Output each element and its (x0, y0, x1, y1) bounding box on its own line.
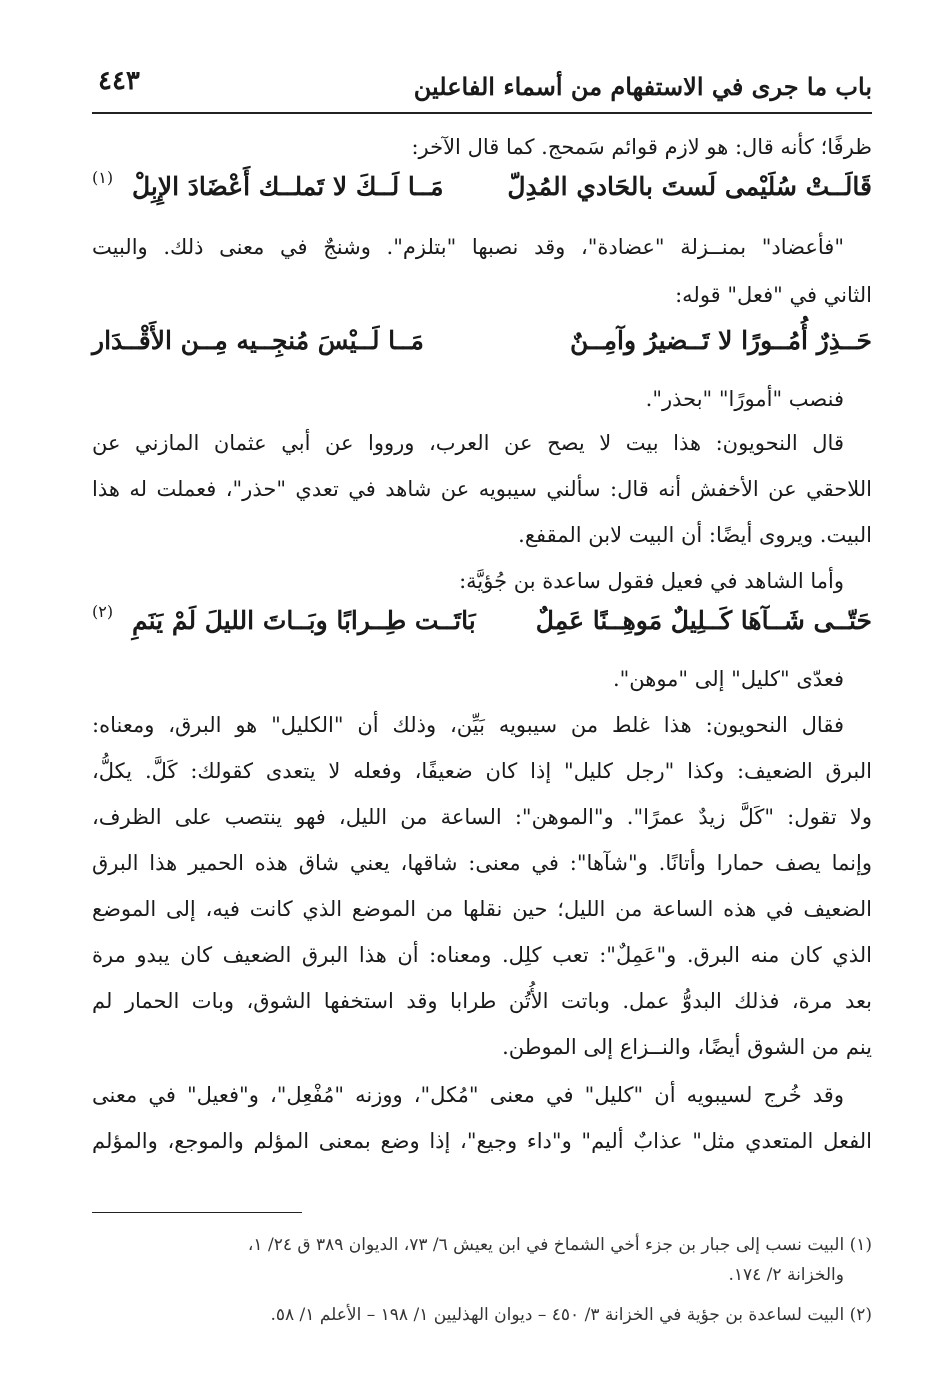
text-line: وأما الشاهد في فعيل فقول ساعدة بن جُؤيَّة: (459, 569, 844, 593)
footnote-ref-1: (١) (92, 168, 114, 187)
verse-2 (92, 326, 872, 366)
text-line: ولا تقول: "كَلَّ زيدٌ عمرًا". و"الموهن": الساعة من الليل، فهو ينتصب على الظرف، (92, 805, 872, 829)
text-line: ينم من الشوق أيضًا، والنــزاع إلى الموطن. (502, 1035, 872, 1059)
verse-1 (92, 168, 872, 212)
text-line: اللاحقي عن الأخفش أنه قال: سألني سيبويه عن شاهد في تعدي "حذر"، فعملت له هذا (92, 477, 872, 501)
text-line: "فأعضاد" بمنــزلة "عضادة"، وقد نصبها "بتلزم". وشنجٌ في معنى ذلك. والبيت (92, 235, 844, 259)
footnote-1-continuation: والخزانة ٢/ ١٧٤. (728, 1265, 844, 1285)
book-page (92, 0, 872, 1389)
verse-2-hemistich-1: حَــذِرٌ أُمُــورًا لا تَــضيرُ وآمِــنٌ (569, 326, 872, 355)
footnote-2: (٢) البيت لساعدة بن جؤية في الخزانة ٣/ ٤٥٠ – ديوان الهذليين ١/ ١٩٨ – الأعلم ١/ ٥٨. (270, 1305, 872, 1325)
footnote-divider (92, 1212, 302, 1213)
text-line: البيت. ويروى أيضًا: أن البيت لابن المقفع. (518, 523, 872, 547)
running-title: باب ما جرى في الاستفهام من أسماء الفاعلين (413, 72, 872, 101)
text-line: بعد مرة، فذلك البدوُّ عمل. وباتت الأُتُن طرابا وقد استخفها الشوق، وبات الحمار لم (92, 989, 872, 1013)
text-line: ظرفًا؛ كأنه قال: هو لازم قوائم سَمحج. كما قال الآخر: (411, 135, 872, 159)
verse-3 (92, 602, 872, 646)
text-line: فنصب "أمورًا" "بحذر". (645, 387, 844, 411)
text-line: الثاني في "فعل" قوله: (675, 283, 872, 307)
footnote-ref-2: (٢) (92, 602, 114, 621)
verse-3-hemistich-2: بَاتَــت طِــرابًا وبَــاتَ الليلَ لَمْ يَنَمِ (132, 606, 476, 635)
text-line: الذي كان منه البرق. و"عَمِلٌ": تعب كلِل. ومعناه: أن هذا البرق الضعيف كان يبدو مرة (92, 943, 872, 967)
footnote-1: (١) البيت نسب إلى جبار بن جزء أخي الشماخ في ابن يعيش ٦/ ٧٣، الديوان ٣٨٩ ق ٢٤/ ١، (247, 1235, 872, 1255)
verse-3-hemistich-1: حَتّــى شَــآهَا كَــلِيلٌ مَوهِــنًا عَمِلٌ (535, 606, 872, 635)
text-line: الضعيف في هذه الساعة من الليل؛ حين نقلها من الموضع الذي كانت فيه، إلى الموضع (92, 897, 872, 921)
text-line: وقد خُرج لسيبويه أن "كليل" في معنى "مُكل"، ووزنه "مُفْعِل"، و"فعيل" في معنى (92, 1083, 844, 1107)
text-line: قال النحويون: هذا بيت لا يصح عن العرب، ورووا عن أبي عثمان المازني عن (92, 431, 844, 455)
verse-2-hemistich-2: مَــا لَــيْسَ مُنجِــيه مِــن الأَقْــدَار (92, 326, 424, 355)
page-header (92, 62, 872, 106)
verse-1-hemistich-1: قَالَــتْ سُلَيْمى لَستَ بالحَادي المُدِلّ (507, 172, 872, 201)
text-line: فقال النحويون: هذا غلط من سيبويه بَيِّن، وذلك أن "الكليل" هو البرق، ومعناه: (92, 713, 844, 737)
text-line: الفعل المتعدي مثل" عذابٌ أليم" و"داء وجيع"، إذا وضع بمعنى المؤلم والموجع، والمؤلم (92, 1129, 872, 1153)
text-line: وإنما يصف حمارا وأتانًا. و"شآها": في معنى: شاقها، يعني شاق هذه الحمير هذا البرق (92, 851, 872, 875)
header-divider (92, 112, 872, 114)
text-line: فعدّى "كليل" إلى "موهن". (612, 667, 844, 691)
page-number: ٤٤٣ (98, 66, 140, 96)
text-line: البرق الضعيف: وكذا "رجل كليل" إذا كان ضعيفًا، وفعله لا يتعدى كقولك: كَلَّ. يكلُّ، (92, 759, 872, 783)
verse-1-hemistich-2: مَــا لَــكَ لا تَملــك أَعْضَادَ الإِبِلْ (132, 172, 444, 201)
